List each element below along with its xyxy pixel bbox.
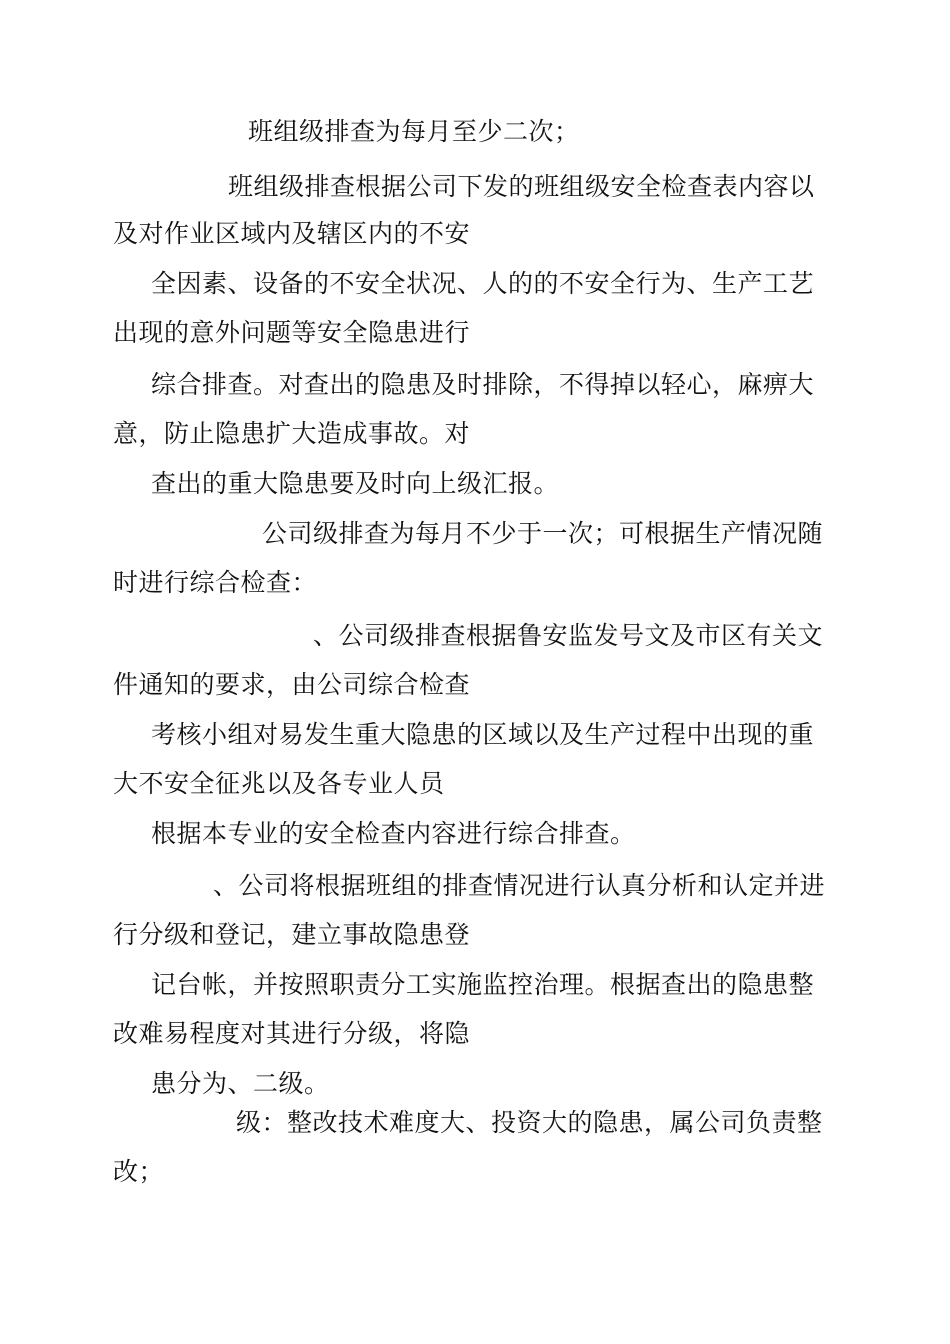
text-line: 记台帐，并按照职责分工实施监控治理。根据查出的隐患整 xyxy=(151,970,815,999)
text-line: 综合排查。对查出的隐患及时排除，不得掉以轻心，麻痹大 xyxy=(151,370,815,399)
text-line: 大不安全征兆以及各专业人员 xyxy=(113,769,445,798)
text-line: 、公司级排查根据鲁安监发号文及市区有关文 xyxy=(313,621,824,650)
text-line: 意，防止隐患扩大造成事故。对 xyxy=(113,419,471,448)
text-line: 患分为、二级。 xyxy=(151,1069,330,1098)
text-line: 公司级排查为每月不少于一次；可根据生产情况随 xyxy=(262,519,824,548)
text-line: 时进行综合检查： xyxy=(113,568,318,597)
text-line: 行分级和登记，建立事故隐患登 xyxy=(113,920,471,949)
text-line: 、公司将根据班组的排查情况进行认真分析和认定并进 xyxy=(213,871,826,900)
text-line: 级：整改技术难度大、投资大的隐患，属公司负责整 xyxy=(236,1108,823,1137)
text-line: 考核小组对易发生重大隐患的区域以及生产过程中出现的重 xyxy=(151,720,815,749)
text-line: 班组级排查根据公司下发的班组级安全检查表内容以 xyxy=(228,172,815,201)
text-line: 件通知的要求，由公司综合检查 xyxy=(113,670,471,699)
text-line: 及对作业区域内及辖区内的不安 xyxy=(113,219,471,248)
text-line: 出现的意外问题等安全隐患进行 xyxy=(113,318,471,347)
text-line: 根据本专业的安全检查内容进行综合排查。 xyxy=(151,819,636,848)
text-line: 全因素、设备的不安全状况、人的的不安全行为、生产工艺 xyxy=(151,269,815,298)
text-line: 改难易程度对其进行分级，将隐 xyxy=(113,1019,471,1048)
text-line: 班组级排查为每月至少二次； xyxy=(248,117,580,146)
text-line: 查出的重大隐患要及时向上级汇报。 xyxy=(151,469,560,498)
text-line: 改； xyxy=(113,1157,165,1186)
